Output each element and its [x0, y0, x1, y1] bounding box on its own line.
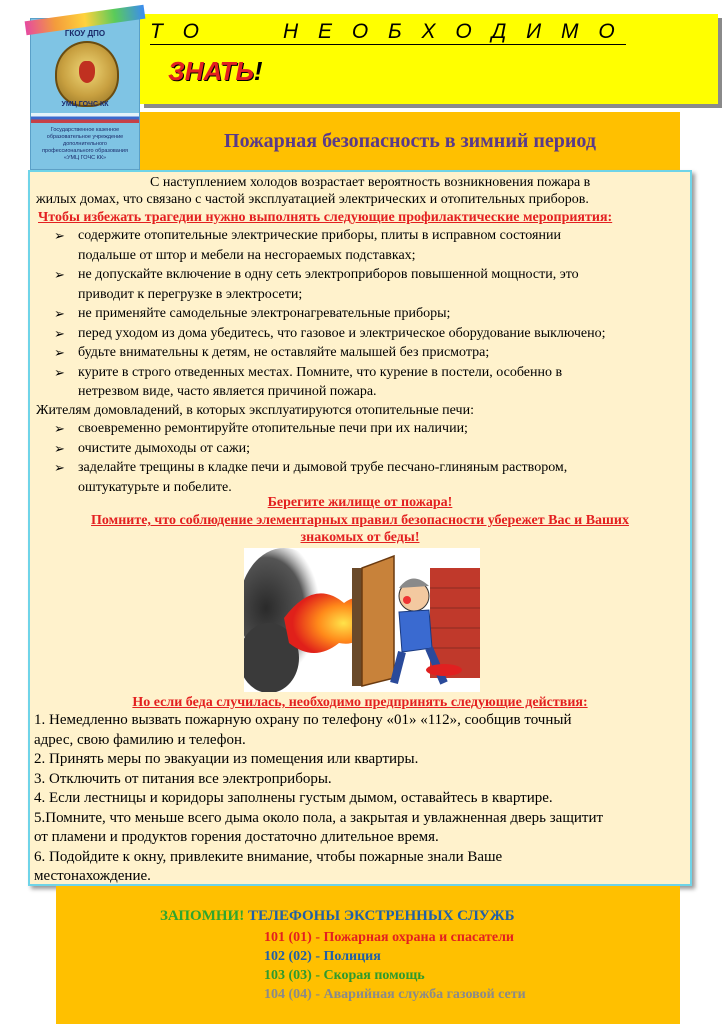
- intro-line2: жилых домах, что связано с частой эксплуатацией электрических и отопительных приборов.: [36, 192, 589, 207]
- stoves-intro: Жителям домовладений, в которых эксплуатируются отопительные печи:: [36, 403, 474, 418]
- intro-line1: С наступлением холодов возрастает вероятность возникновения пожара в: [150, 175, 591, 190]
- actions-heading: Но если беда случилась, необходимо предпринять следующие действия:: [132, 695, 588, 710]
- list-item: курите в строго отведенных местах. Помните, что курение в постели, особенно в: [78, 364, 563, 380]
- action-line: 3. Отключить от питания все электроприборы.: [34, 770, 332, 787]
- flag-icon: [31, 113, 139, 123]
- phones-header: [160, 908, 515, 925]
- list-item: подальше от штор и мебели на несгораемых подставках;: [78, 247, 416, 263]
- list-item: заделайте трещины в кладке печи и дымовой трубе песчано-глиняным раствором,: [78, 460, 568, 475]
- action-line: 6. Подойдите к окну, привлеките внимание, чтобы пожарные знали Ваше: [34, 848, 503, 865]
- fire-illustration: [244, 548, 480, 692]
- list-item: перед уходом из дома убедитесь, что газовое и электрическое оборудование выключено;: [78, 325, 606, 341]
- emergency-phones-band: [56, 886, 680, 1024]
- action-line: 4. Если лестницы и коридоры заполнены густым дымом, оставайтесь в квартире.: [34, 790, 553, 806]
- phones-heading: ТЕЛЕФОНЫ ЭКСТРЕННЫХ СЛУЖБ: [247, 908, 515, 924]
- phone-line: 101 (01) - Пожарная охрана и спасатели: [264, 930, 514, 945]
- bullet-arrow-icon: ➢: [54, 267, 65, 282]
- slogan-2-line2: знакомых от беды!: [300, 530, 420, 545]
- action-line: 5.Помните, что меньше всего дыма около пола, а закрытая и увлажненная дверь защитит: [34, 809, 604, 826]
- organization-logo: [30, 18, 140, 170]
- page-title: Пожарная безопасность в зимний период: [224, 130, 596, 152]
- bullet-arrow-icon: ➢: [54, 228, 65, 243]
- slogan-1: Берегите жилище от пожара!: [267, 495, 453, 510]
- header-znat: ЗНАТЬ: [168, 56, 254, 86]
- action-line: адрес, свою фамилию и телефон.: [34, 731, 246, 748]
- remember-label: ЗАПОМНИ!: [160, 908, 245, 924]
- bullet-arrow-icon: ➢: [54, 325, 65, 341]
- list-item: содержите отопительные электрические приборы, плиты в исправном состоянии: [78, 228, 561, 243]
- action-line: от пламени и продуктов горения достаточно длительное время.: [34, 829, 439, 845]
- logo-top-text: ГКОУ ДПО: [64, 29, 106, 38]
- list-item: приводит к перегрузке в электросети;: [78, 286, 303, 302]
- list-item: нетрезвом виде, часто является причиной пожара.: [78, 384, 377, 399]
- bullet-arrow-icon: ➢: [54, 306, 65, 321]
- list-item: своевременно ремонтируйте отопительные печи при их наличии;: [78, 421, 468, 436]
- action-line: 2. Принять меры по эвакуации из помещения или квартиры.: [34, 751, 419, 767]
- bullet-arrow-icon: ➢: [54, 345, 65, 360]
- slogan-2-line1: Помните, что соблюдение элементарных правил безопасности убережет Вас и Ваших: [91, 513, 629, 528]
- content-panel: [28, 170, 692, 886]
- action-line: 1. Немедленно вызвать пожарную охрану по телефону «01» «112», сообщив точный: [34, 712, 572, 728]
- prevention-heading: Чтобы избежать трагедии нужно выполнять следующие профилактические мероприятия:: [38, 210, 613, 225]
- header-line2: [168, 56, 263, 87]
- emblem-icon: [55, 41, 119, 107]
- bullet-arrow-icon: ➢: [54, 440, 65, 456]
- phone-line: 103 (03) - Скорая помощь: [264, 968, 425, 983]
- phone-line: 102 (02) - Полиция: [264, 949, 381, 964]
- header-line1: Т О Н Е О Б Х О Д И М О: [150, 20, 626, 45]
- list-item: очистите дымоходы от сажи;: [78, 440, 251, 456]
- bullet-arrow-icon: ➢: [54, 421, 65, 436]
- phone-line: 104 (04) - Аварийная служба газовой сети: [264, 987, 526, 1002]
- list-item: не допускайте включение в одну сеть электроприборов повышенной мощности, это: [78, 267, 579, 282]
- list-item: оштукатурьте и побелите.: [78, 479, 232, 495]
- list-item: не применяйте самодельные электронагревательные приборы;: [78, 306, 451, 321]
- list-item: будьте внимательны к детям, не оставляйте малышей без присмотра;: [78, 345, 490, 360]
- logo-bottom-text: УМЦ ГОЧС КК: [61, 101, 109, 108]
- action-line: местонахождение.: [34, 868, 151, 884]
- header-exclamation: !: [253, 56, 263, 86]
- logo-caption: Государственное казенное образовательное учреждение дополнительного профессионального образования «УМЦ ГОЧС КК»: [42, 127, 128, 161]
- bullet-arrow-icon: ➢: [54, 460, 65, 475]
- bullet-arrow-icon: ➢: [54, 364, 65, 380]
